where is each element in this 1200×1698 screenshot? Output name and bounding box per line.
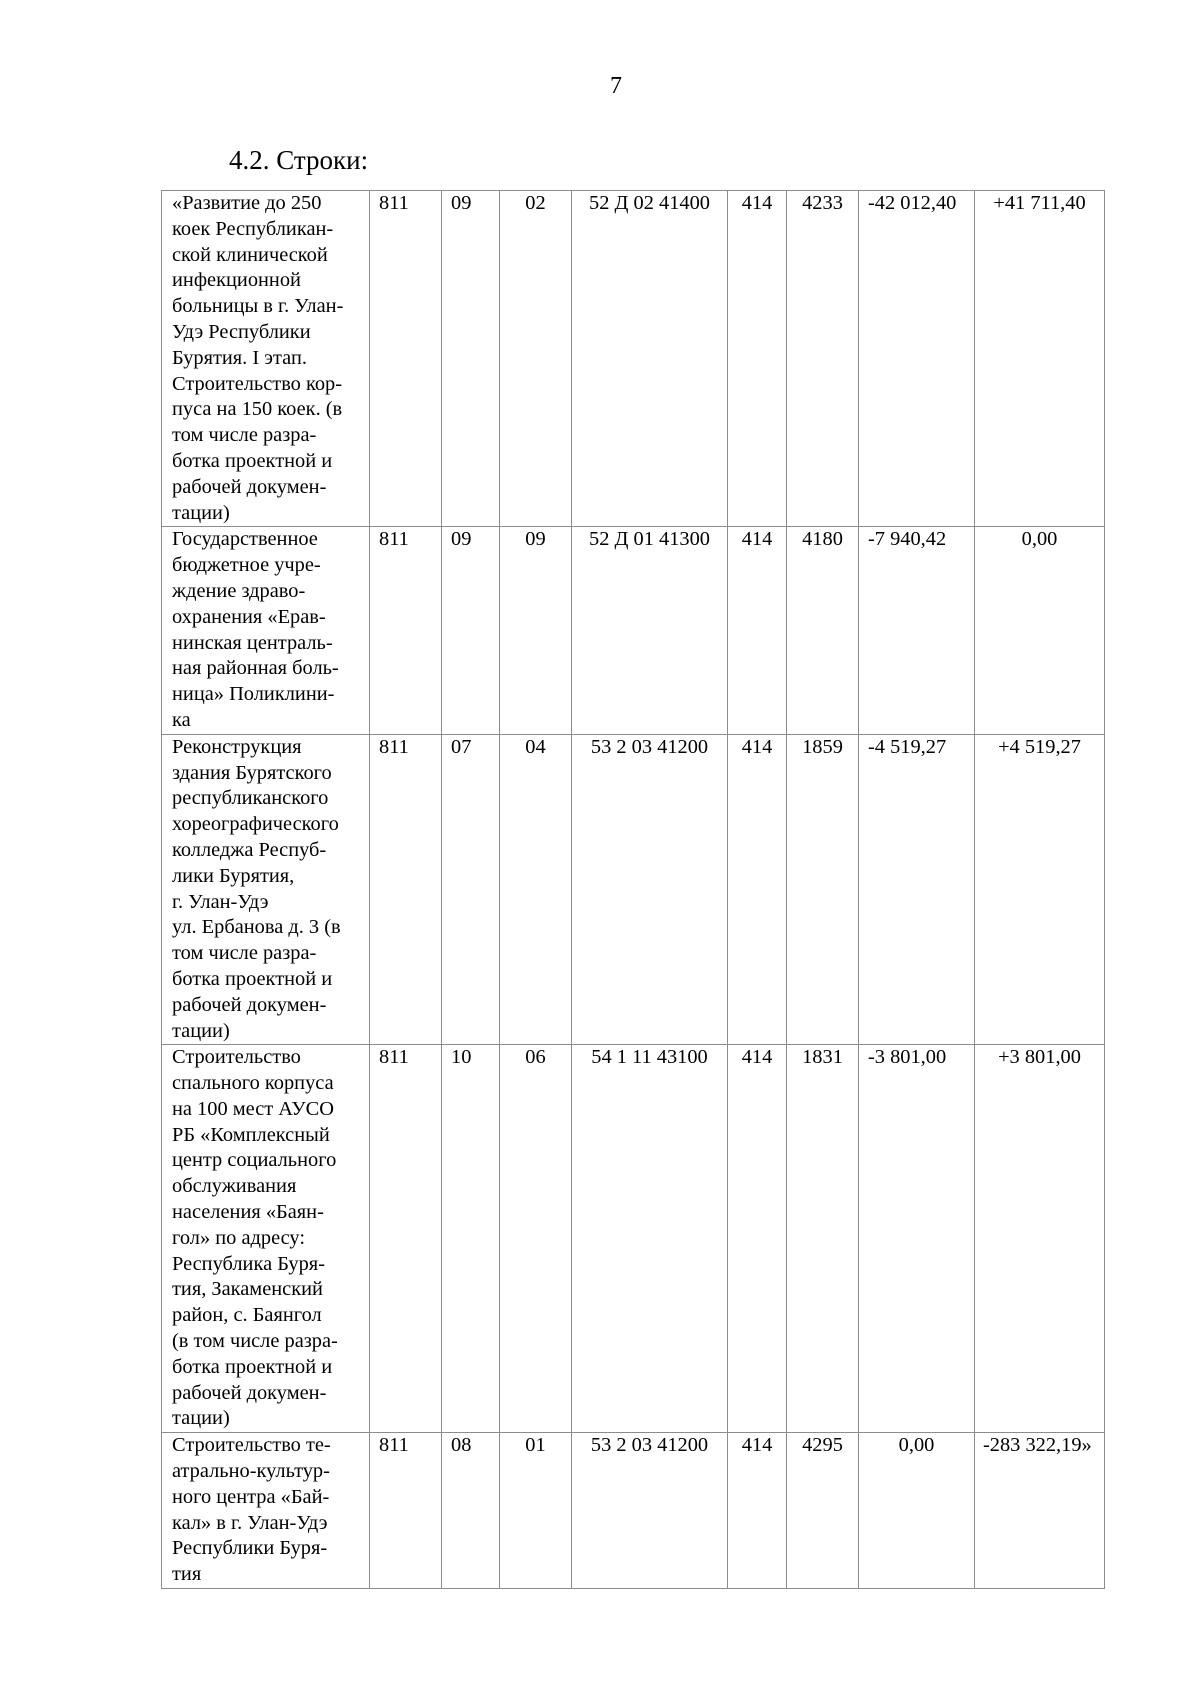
subsection-code-cell: 01 xyxy=(500,1433,572,1589)
change-amount-cell: -7 940,42 xyxy=(859,527,975,734)
amount-cell: +3 801,00 xyxy=(975,1045,1105,1433)
object-name-cell: Государственное бюджетное учре- ждение здраво- охранения «Ерав- нинская централь- ная районная боль- ница» Поликлини- ка xyxy=(162,527,370,734)
expense-type-cell: 414 xyxy=(728,734,787,1045)
subsection-code-cell: 02 xyxy=(500,191,572,527)
table-row xyxy=(162,191,1105,527)
budget-lines-table xyxy=(161,190,1105,1589)
ministry-code-cell: 811 xyxy=(370,1433,442,1589)
ministry-code-cell: 811 xyxy=(370,734,442,1045)
amount-cell: +41 711,40 xyxy=(975,191,1105,527)
expense-type-cell: 414 xyxy=(728,1045,787,1433)
section-code-cell: 09 xyxy=(442,191,500,527)
table-row xyxy=(162,527,1105,734)
object-name-cell: Реконструкция здания Бурятского республиканского хореографического колледжа Респуб- лики Бурятия, г. Улан-Удэ ул. Ербанова д. 3 (в том числе разра- ботка проектной и рабочей докумен- тации) xyxy=(162,734,370,1045)
target-article-cell: 53 2 03 41200 xyxy=(572,1433,728,1589)
change-amount-cell: -4 519,27 xyxy=(859,734,975,1045)
object-name-cell: Строительство те- атрально-культур- ного центра «Бай- кал» в г. Улан-Удэ Республики Буря- тия xyxy=(162,1433,370,1589)
change-amount-cell: -42 012,40 xyxy=(859,191,975,527)
object-code-cell: 4233 xyxy=(787,191,859,527)
change-amount-cell: 0,00 xyxy=(859,1433,975,1589)
object-code-cell: 1831 xyxy=(787,1045,859,1433)
table-row xyxy=(162,1045,1105,1433)
target-article-cell: 54 1 11 43100 xyxy=(572,1045,728,1433)
change-amount-cell: -3 801,00 xyxy=(859,1045,975,1433)
ministry-code-cell: 811 xyxy=(370,527,442,734)
section-heading: 4.2. Строки: xyxy=(229,145,369,175)
table-row xyxy=(162,734,1105,1045)
ministry-code-cell: 811 xyxy=(370,1045,442,1433)
section-code-cell: 08 xyxy=(442,1433,500,1589)
subsection-code-cell: 09 xyxy=(500,527,572,734)
target-article-cell: 52 Д 01 41300 xyxy=(572,527,728,734)
amount-cell: 0,00 xyxy=(975,527,1105,734)
subsection-code-cell: 06 xyxy=(500,1045,572,1433)
section-code-cell: 09 xyxy=(442,527,500,734)
amount-cell: +4 519,27 xyxy=(975,734,1105,1045)
expense-type-cell: 414 xyxy=(728,527,787,734)
subsection-code-cell: 04 xyxy=(500,734,572,1045)
object-code-cell: 1859 xyxy=(787,734,859,1045)
object-name-cell: Строительство спального корпуса на 100 мест АУСО РБ «Комплексный центр социального обслуживания населения «Баян- гол» по адресу: Республика Буря- тия, Закаменский район, с. Баянгол (в том числе разра- ботка проектной и рабочей докумен- тации) xyxy=(162,1045,370,1433)
section-code-cell: 07 xyxy=(442,734,500,1045)
object-code-cell: 4180 xyxy=(787,527,859,734)
section-code-cell: 10 xyxy=(442,1045,500,1433)
amount-cell: -283 322,19» xyxy=(975,1433,1105,1589)
table-row xyxy=(162,1433,1105,1589)
object-code-cell: 4295 xyxy=(787,1433,859,1589)
object-name-cell: «Развитие до 250 коек Республикан- ской клинической инфекционной больницы в г. Улан- Удэ Республики Бурятия. I этап. Строительство кор- пуса на 150 коек. (в том числе разра- ботка проектной и рабочей докумен- тации) xyxy=(162,191,370,527)
expense-type-cell: 414 xyxy=(728,1433,787,1589)
target-article-cell: 52 Д 02 41400 xyxy=(572,191,728,527)
ministry-code-cell: 811 xyxy=(370,191,442,527)
target-article-cell: 53 2 03 41200 xyxy=(572,734,728,1045)
expense-type-cell: 414 xyxy=(728,191,787,527)
page-number: 7 xyxy=(610,73,622,99)
